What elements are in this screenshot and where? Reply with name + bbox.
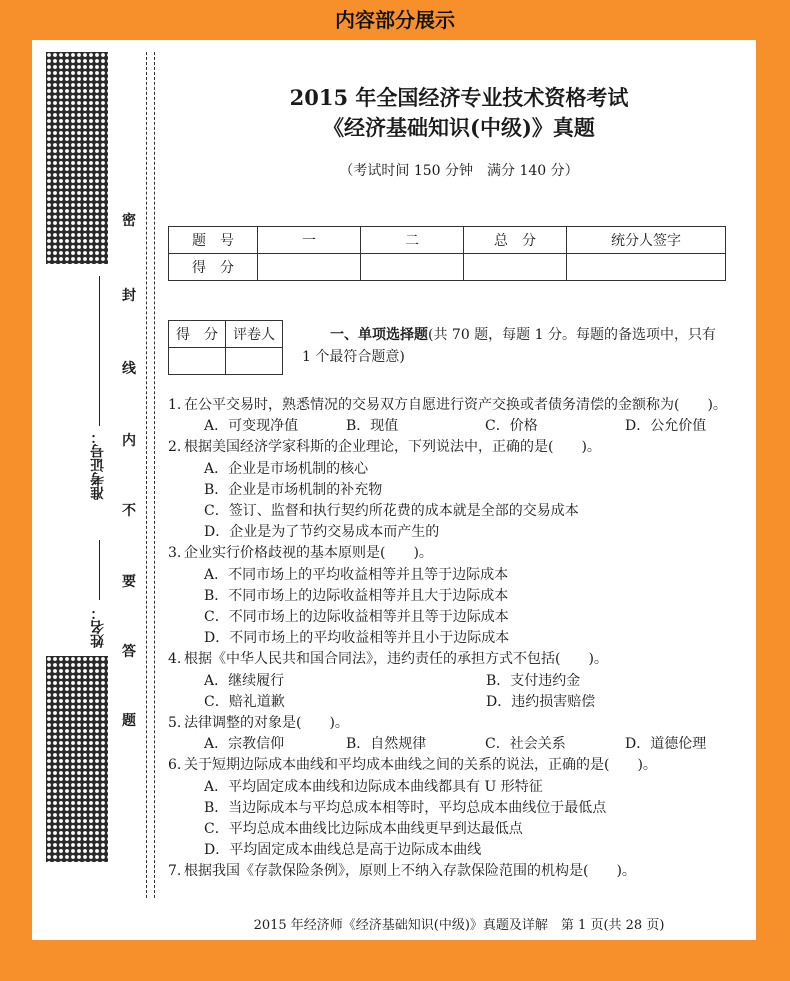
option-a: A．平均固定成本曲线和边际成本曲线都具有 U 形特征 <box>204 778 543 795</box>
exam-paper <box>32 40 756 940</box>
score-table <box>168 226 726 281</box>
exam-subject-title: 《经济基础知识(中级)》真题 <box>323 115 595 140</box>
question-text: 根据《中华人民共和国合同法》，违约责任的承担方式不包括( )。 <box>184 651 608 668</box>
section-title: 一、单项选择题 <box>330 327 428 343</box>
grade-score-label: 得 分 <box>169 321 226 348</box>
score-cell: 题 号 <box>169 227 258 254</box>
seal-char: 内 <box>122 433 136 449</box>
option-c: C．价格 <box>485 418 538 435</box>
question-text: 根据美国经济学家科斯的企业理论，下列说法中，正确的是( )。 <box>184 439 601 456</box>
seal-dashed-line-inner <box>154 52 155 898</box>
question-4 <box>168 649 742 713</box>
option-d: D．公允价值 <box>625 418 707 435</box>
seal-char: 不 <box>122 503 136 519</box>
grade-box <box>168 320 283 375</box>
seal-hatch-top <box>46 52 108 264</box>
score-input-cell <box>258 254 361 281</box>
option-a: A．继续履行 <box>204 672 285 689</box>
option-b: B．现值 <box>346 418 399 435</box>
question-2 <box>168 437 742 543</box>
question-7 <box>168 861 742 882</box>
question-number: 4. <box>168 651 182 668</box>
option-row <box>184 692 742 713</box>
grader-cell <box>226 348 283 375</box>
section-instructions: (共 70 题，每题 1 分。每题的备选项中，只有 1 个最符合题意) <box>302 327 716 365</box>
question-3 <box>168 543 742 649</box>
seal-char: 线 <box>122 361 136 377</box>
page-footer: 2015 年经济师《经济基础知识(中级)》真题及详解 第 1 页(共 28 页) <box>253 918 665 933</box>
score-input-cell <box>464 254 567 281</box>
option-b: B．当边际成本与平均总成本相等时，平均总成本曲线位于最低点 <box>204 799 607 816</box>
option-row <box>184 416 742 437</box>
exam-id-label: 准考证号： <box>90 430 106 500</box>
option-d: D．不同市场上的平均收益相等并且小于边际成本 <box>204 630 510 647</box>
question-number: 7. <box>168 863 182 880</box>
seal-char: 封 <box>122 288 136 304</box>
option-c: C．社会关系 <box>485 736 566 753</box>
score-cell: 得 分 <box>169 254 258 281</box>
question-6 <box>168 755 742 861</box>
question-number: 1. <box>168 397 182 413</box>
option-d: D．平均固定成本曲线总是高于边际成本曲线 <box>204 842 482 859</box>
option-c: C．平均总成本曲线比边际成本曲线更早到达最低点 <box>204 821 523 838</box>
score-cell: 总 分 <box>464 227 567 254</box>
question-text: 企业实行价格歧视的基本原则是( )。 <box>184 545 433 562</box>
score-input-cell <box>361 254 464 281</box>
grader-label: 评卷人 <box>226 321 283 348</box>
option-c: C．不同市场上的边际收益相等并且等于边际成本 <box>204 609 509 626</box>
question-1 <box>168 395 742 437</box>
option-d: D．道德伦理 <box>625 736 707 753</box>
score-cell: 统分人签字 <box>567 227 726 254</box>
option-row <box>184 671 742 692</box>
score-cell: 二 <box>361 227 464 254</box>
score-cell: 一 <box>258 227 361 254</box>
section-heading <box>302 324 722 368</box>
question-text: 关于短期边际成本曲线和平均成本曲线之间的关系的说法，正确的是( )。 <box>184 757 657 774</box>
score-table-header-row <box>169 227 726 254</box>
question-text: 根据我国《存款保险条例》，原则上不纳入存款保险范围的机构是( )。 <box>184 863 636 880</box>
seal-char: 答 <box>122 644 136 660</box>
question-number: 5. <box>168 715 182 732</box>
option-row <box>184 734 742 755</box>
seal-char: 要 <box>122 574 136 590</box>
option-d: D．企业是为了节约交易成本而产生的 <box>204 524 440 541</box>
question-list <box>168 395 742 883</box>
seal-char: 密 <box>122 213 136 229</box>
option-a: A．企业是市场机制的核心 <box>204 460 369 477</box>
question-number: 3. <box>168 545 182 562</box>
option-b: B．支付违约金 <box>486 672 581 689</box>
grade-score-cell <box>169 348 226 375</box>
option-d: D．违约损害赔偿 <box>486 693 596 710</box>
name-label: 姓名： <box>90 606 106 648</box>
score-input-cell <box>567 254 726 281</box>
question-5 <box>168 713 742 755</box>
exam-title: 2015 年全国经济专业技术资格考试 <box>289 85 629 110</box>
question-number: 6. <box>168 757 182 774</box>
option-b: B．自然规律 <box>346 736 427 753</box>
seal-hatch-bottom <box>46 656 108 862</box>
exam-id-rule <box>99 276 100 426</box>
seal-dashed-line <box>146 52 147 898</box>
score-table-row <box>169 254 726 281</box>
option-a: A．宗教信仰 <box>204 736 285 753</box>
page-banner: 内容部分展示 <box>335 8 455 32</box>
option-c: C．赔礼道歉 <box>204 693 285 710</box>
name-rule <box>99 540 100 600</box>
option-a: A．不同市场上的平均收益相等并且等于边际成本 <box>204 566 509 583</box>
option-a: A．可变现净值 <box>204 418 299 435</box>
question-text: 法律调整的对象是( )。 <box>184 715 349 732</box>
question-text: 在公平交易时，熟悉情况的交易双方自愿进行资产交换或者债务清偿的金额称为( )。 <box>184 397 727 413</box>
seal-char: 题 <box>122 713 136 729</box>
option-b: B．不同市场上的边际收益相等并且大于边际成本 <box>204 587 509 604</box>
question-number: 2. <box>168 439 182 456</box>
option-b: B．企业是市场机制的补充物 <box>204 481 383 498</box>
option-c: C．签订、监督和执行契约所花费的成本就是全部的交易成本 <box>204 503 579 520</box>
exam-duration: （考试时间 150 分钟 满分 140 分） <box>339 163 579 179</box>
